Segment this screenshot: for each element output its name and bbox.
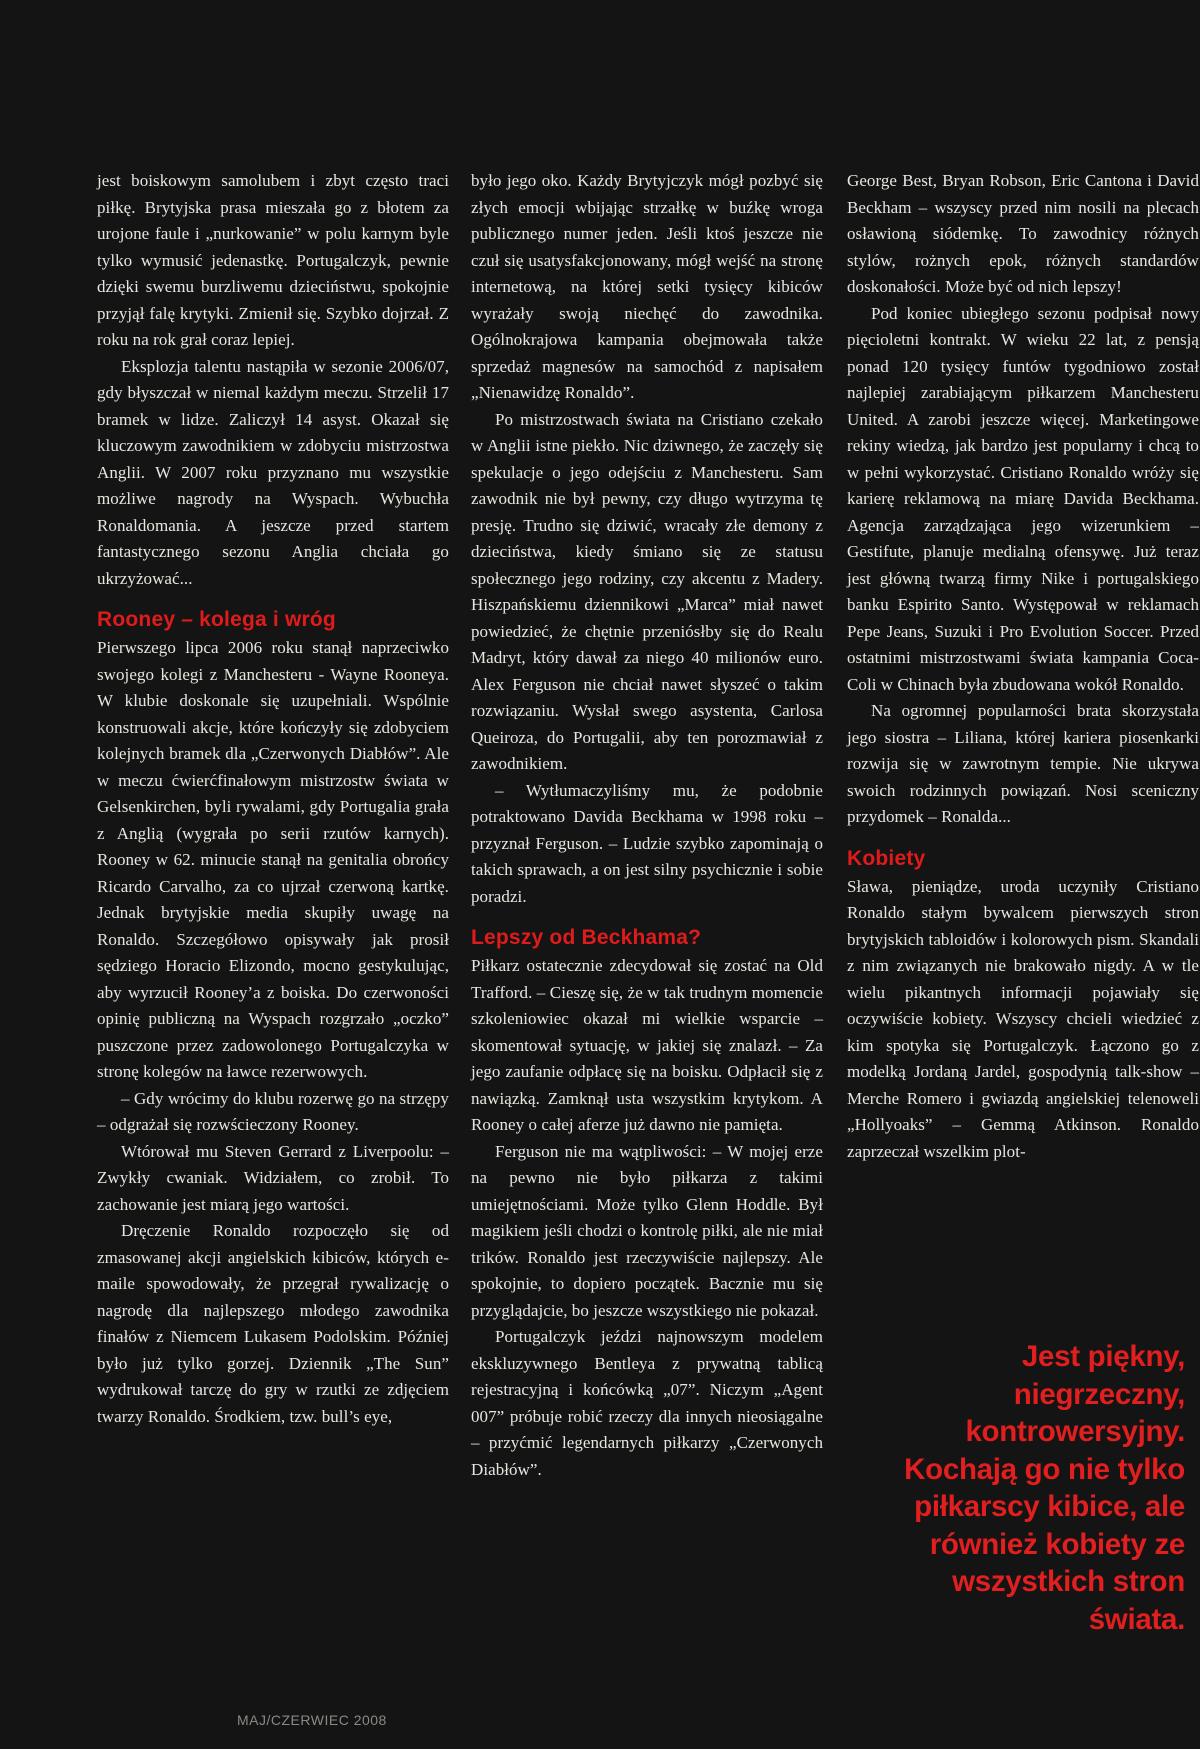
pull-quote-line: piłkarscy kibice, ale	[914, 1490, 1185, 1523]
paragraph: Na ogromnej popularności brata skorzystała jego siostra – Liliana, której kariera piosenkarki rozwija się w zawrotnym tempie. Nie ukrywa swoich rodzinnych powiązań. Nosi sceniczny przydomek – Ronalda...	[847, 701, 1199, 826]
pull-quote-line: również kobiety ze	[929, 1527, 1185, 1561]
pull-quote-line: wszystkich stron	[952, 1565, 1185, 1598]
paragraph: Portugalczyk jeździ najnowszym modelem ekskluzywnego Bentleya z prywatną tablicą rejestracyjną i końcówką „07”. Niczym „Agent 007” próbuje robić rzeczy dla innych nieosiągalne – przyćmić legendarnych piłkarzy „Czerwonych Diabłów”.	[471, 1327, 823, 1479]
paragraph: – Wytłumaczyliśmy mu, że podobnie potraktowano Davida Beckhama w 1998 roku – przyznał Ferguson. – Ludzie szybko zapominają o takich sprawach, a on jest silny psychicznie i sobie poradzi.	[471, 780, 823, 906]
pull-quote-line: niegrzeczny,	[1013, 1377, 1185, 1411]
paragraph: jest boiskowym samolubem i zbyt często traci piłkę. Brytyjska prasa mieszała go z błotem za urojone faule i „nurkowanie” w polu karnym byle tylko wymusić jedenastkę. Portugalczyk, pewnie dzięki swemu burzliwemu dzieciństwu, spokojnie przyjął falę krytyki. Zmienił się. Szybko dojrzał. Z roku na rok grał coraz lepiej.	[97, 171, 449, 349]
pull-quote-line: świata.	[1088, 1602, 1185, 1636]
section-heading-beckham: Lepszy od Beckhama?	[471, 926, 702, 949]
pull-quote-line: Jest piękny,	[1021, 1340, 1185, 1373]
section-heading-kobiety: Kobiety	[847, 846, 926, 870]
paragraph: – Gdy wrócimy do klubu rozerwę go na strzępy – odgrażał się rozwścieczony Rooney.	[97, 1088, 449, 1134]
paragraph: Ferguson nie ma wątpliwości: – W mojej erze na pewno nie było piłkarza z takimi umiejętnościami. Może tylko Glenn Hoddle. Był magikiem jeśli chodzi o kontrolę piłki, ale nie miał trików. Ronaldo jest rzeczywiście najlepszy. Ale spokojnie, to dopiero początek. Bacznie mu się przyglądajcie, bo jeszcze wszystkiego nie pokazał.	[471, 1141, 823, 1320]
paragraph: Wtórował mu Steven Gerrard z Liverpoolu: – Zwykły cwaniak. Widziałem, co zrobił. To zachowanie jest miarą jego wartości.	[97, 1141, 449, 1214]
article-column-3	[847, 168, 1199, 1165]
paragraph: Piłkarz ostatecznie zdecydował się zostać na Old Trafford. – Cieszę się, że w tak trudnym momencie szkoleniowiec okazał mi wielkie wsparcie – skomentował sytuację, w jakiej się znalazł. – Za jego zaufanie odpłacę się na boisku. Odpłacił się z nawiązką. Zamknął usta wszystkim krytykom. A Rooney o całej aferze już dawno nie pamięta.	[471, 956, 823, 1134]
paragraph: Pierwszego lipca 2006 roku stanął naprzeciwko swojego kolegi z Manchesteru - Wayne Rooneya. W klubie doskonale się uzupełniali. Wspólnie konstruowali akcje, które kończyły się zdobyciem kolejnych bramek dla „Czerwonych Diabłów”. Ale w meczu ćwierćfinałowym mistrzostw świata w Gelsenkirchen, byli rywalami, gdy Portugalia grała z Anglią (wygrała po serii rzutów karnych). Rooney w 62. minucie stanął na genitalia obrońcy Ricardo Carvalho, za co ujrzał czerwoną kartkę. Jednak brytyjskie media skupiły uwagę na Ronaldo. Szczegółowo opisywały jak prosił sędziego Horacio Elizondo, mocno gestykulując, aby wyrzucił Rooney’a z boiska. Do czerwoności opinię publiczną na Wyspach rozgrzało „oczko” puszczone przez zadowolonego Portugalczyka w stronę kolegów na ławce rezerwowych.	[97, 638, 449, 1081]
pull-quote	[820, 1338, 1185, 1638]
paragraph: Sława, pieniądze, uroda uczyniły Cristiano Ronaldo stałym bywalcem pierwszych stron brytyjskich tabloidów i kolorowych pism. Skandali z nim związanych nie brakowało nigdy. A w tle wielu pikantnych informacji pojawiały się oczywiście kobiety. Wszyscy chcieli wiedzieć z kim spotyka się Portugalczyk. Łączono go z modelką Jordaną Jardel, gospodynią talk-show – Merche Romero i gwiazdą angielskiej telenoweli „Hollyoaks” – Gemmą Atkinson. Ronaldo zaprzeczał wszelkim plot-	[847, 876, 1199, 1161]
issue-date-footer: MAJ/CZERWIEC 2008	[237, 1712, 387, 1728]
pull-quote-line: Kochają go nie tylko	[904, 1452, 1185, 1486]
section-heading-rooney: Rooney – kolega i wróg	[97, 608, 336, 631]
paragraph: Eksplozja talentu nastąpiła w sezonie 2006/07, gdy błyszczał w niemal każdym meczu. Strzelił 17 bramek w lidze. Zaliczył 14 asyst. Okazał się kluczowym zawodnikiem w zdobyciu mistrzostwa Anglii. W 2007 roku przyznano mu wszystkie możliwe nagrody na Wyspach. Wybuchła Ronaldomania. A jeszcze przed startem fantastycznego sezonu Anglia chciała go ukrzyżować...	[97, 356, 449, 588]
paragraph: Po mistrzostwach świata na Cristiano czekało w Anglii istne piekło. Nic dziwnego, że zaczęły się spekulacje o jego odejściu z Manchesteru. Sam zawodnik nie był pewny, czy długo wytrzyma tę presję. Trudno się dziwić, wracały złe demony z dzieciństwa, kiedy śmiano się ze statusu społecznego jego rodziny, czy akcentu z Madery. Hiszpańskiemu dziennikowi „Marca” miał nawet powiedzieć, że chętnie przeniósłby się do Realu Madryt, który dawał za niego 40 milionów euro. Alex Ferguson nie chciał nawet słyszeć o takim rozwiązaniu. Wysłał swego asystenta, Carlosa Queiroza, do Portugalii, aby ten porozmawiał z zawodnikiem.	[471, 409, 823, 773]
article-column-1	[97, 168, 449, 1430]
pull-quote-line: kontrowersyjny.	[965, 1415, 1185, 1448]
paragraph: Dręczenie Ronaldo rozpoczęło się od zmasowanej akcji angielskich kibiców, których e-maile spowodowały, że przegrał rywalizację o nagrodę dla najlepszego młodego zawodnika finałów z Niemcem Lukasem Podolskim. Później było już tylko gorzej. Dziennik „The Sun” wydrukował tarczę do gry w rzutki ze zdjęciem twarzy Ronaldo. Środkiem, tzw. bull’s eye,	[97, 1221, 449, 1426]
paragraph: było jego oko. Każdy Brytyjczyk mógł pozbyć się złych emocji wbijając strzałkę w buźkę wroga publicznego numer jeden. Jeśli ktoś jeszcze nie czuł się usatysfakcjonowany, mógł wejść na stronę internetową, na której setki tysięcy kibiców wyrażały swoją niechęć do zawodnika. Ogólnokrajowa kampania obejmowała także sprzedaż magnesów na samochód z napisałem „Nienawidzę Ronaldo”.	[471, 171, 823, 402]
paragraph: George Best, Bryan Robson, Eric Cantona i David Beckham – wszyscy przed nim nosili na plecach osławioną siódemkę. To zawodnicy różnych stylów, rożnych epok, różnych standardów doskonałości. Może być od nich lepszy!	[847, 171, 1199, 296]
paragraph: Pod koniec ubiegłego sezonu podpisał nowy pięcioletni kontrakt. W wieku 22 lat, z pensją ponad 120 tysięcy funtów tygodniowo został najlepiej zarabiającym piłkarzem Manchesteru United. A zarobi jeszcze więcej. Marketingowe rekiny wiedzą, jak bardzo jest popularny i chcą to w pełni wykorzystać. Cristiano Ronaldo wróży się karierę reklamową na miarę Davida Beckhama. Agencja zarządzająca jego wizerunkiem – Gestifute, planuje medialną ofensywę. Już teraz jest główną twarzą firmy Nike i portugalskiego banku Espirito Santo. Występował w reklamach Pepe Jeans, Suzuki i Pro Evolution Soccer. Przed ostatnimi mistrzostwami świata kampania Coca-Coli w Chinach była zbudowana wokół Ronaldo.	[847, 303, 1199, 694]
article-column-2	[471, 168, 823, 1483]
